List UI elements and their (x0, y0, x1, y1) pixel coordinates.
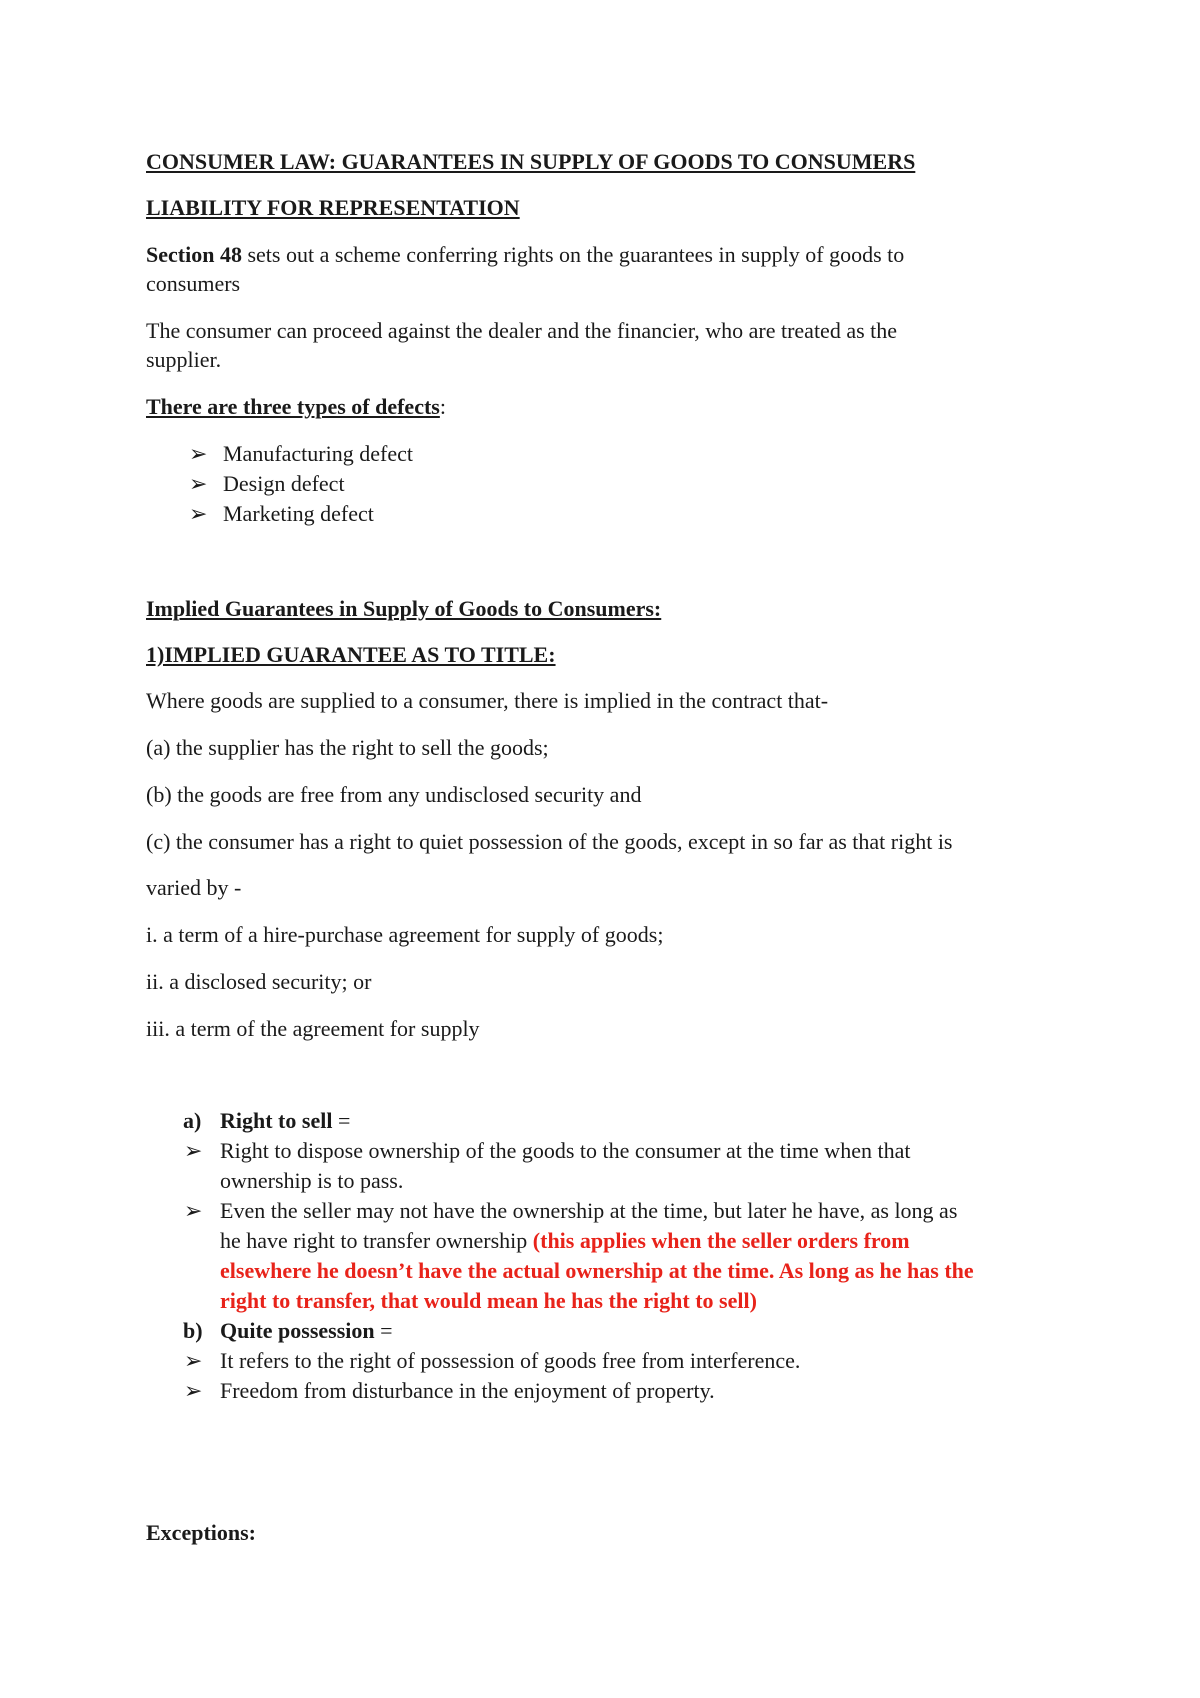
implied-guarantees-heading: Implied Guarantees in Supply of Goods to Consumers: (146, 596, 662, 621)
body-line: i. a term of a hire-purchase agreement for supply of goods; (146, 922, 664, 947)
quite-possession-eq: = (374, 1318, 393, 1343)
section-48-label: Section 48 (146, 242, 242, 267)
body-line: iii. a term of the agreement for supply (146, 1016, 480, 1041)
bullet-text: It refers to the right of possession of goods free from interference. (220, 1348, 801, 1373)
list-item (189, 439, 413, 469)
section-subtitle: LIABILITY FOR REPRESENTATION (146, 195, 520, 220)
consumer-paragraph: The consumer can proceed against the dealer and the financier, who are treated as the (146, 318, 898, 343)
bullet-text-cont (220, 1226, 910, 1256)
bullet-text: Freedom from disturbance in the enjoyment of property. (220, 1378, 715, 1403)
red-note-cont: right to transfer, that would mean he has the right to sell) (220, 1288, 757, 1313)
arrow-bullet-icon: ➢ (184, 1348, 203, 1373)
quite-possession-label: Quite possession (220, 1318, 375, 1343)
arrow-bullet-icon: ➢ (189, 471, 208, 496)
body-line: (a) the supplier has the right to sell the goods; (146, 735, 549, 760)
list-item (189, 499, 374, 529)
list-marker: b) (183, 1318, 203, 1343)
body-line: varied by - (146, 875, 242, 900)
red-note: (this applies when the seller orders from (532, 1228, 910, 1253)
defects-heading-text: There are three types of defects (146, 394, 440, 419)
list-item (184, 1196, 957, 1226)
bullet-text-cont: ownership is to pass. (220, 1168, 404, 1193)
arrow-bullet-icon: ➢ (189, 501, 208, 526)
defects-heading-colon: : (439, 394, 446, 419)
section-48-paragraph (146, 240, 904, 270)
arrow-bullet-icon: ➢ (184, 1138, 203, 1163)
body-line: (b) the goods are free from any undisclosed security and (146, 782, 642, 807)
bullet-text: Even the seller may not have the ownership at the time, but later he have, as long as (220, 1198, 958, 1223)
red-note-cont: elsewhere he doesn’t have the actual ownership at the time. As long as he has the (220, 1258, 974, 1283)
defect-marketing: Marketing defect (223, 501, 374, 526)
section-48-text: sets out a scheme conferring rights on the guarantees in supply of goods to (241, 242, 905, 267)
list-item (184, 1136, 910, 1166)
document-title: CONSUMER LAW: GUARANTEES IN SUPPLY OF GOODS TO CONSUMERS (146, 149, 916, 174)
defect-manufacturing: Manufacturing defect (223, 441, 413, 466)
list-item (184, 1376, 715, 1406)
body-line: ii. a disclosed security; or (146, 969, 372, 994)
quite-possession-heading (183, 1316, 393, 1346)
consumer-paragraph-cont: supplier. (146, 347, 222, 372)
arrow-bullet-icon: ➢ (184, 1198, 203, 1223)
body-line: (c) the consumer has a right to quiet possession of the goods, except in so far as that right is (146, 829, 953, 854)
arrow-bullet-icon: ➢ (189, 441, 208, 466)
title-guarantee-heading: 1)IMPLIED GUARANTEE AS TO TITLE: (146, 642, 556, 667)
list-item (189, 469, 345, 499)
bullet-text: Right to dispose ownership of the goods to the consumer at the time when that (220, 1138, 911, 1163)
right-to-sell-eq: = (332, 1108, 351, 1133)
body-line: Where goods are supplied to a consumer, there is implied in the contract that- (146, 688, 829, 713)
bullet-text-plain: he have right to transfer ownership (220, 1228, 533, 1253)
defect-design: Design defect (223, 471, 345, 496)
exceptions-heading: Exceptions: (146, 1520, 256, 1545)
right-to-sell-heading (183, 1106, 350, 1136)
right-to-sell-label: Right to sell (220, 1108, 333, 1133)
list-item (184, 1346, 800, 1376)
list-marker: a) (183, 1108, 202, 1133)
section-48-text-cont: consumers (146, 271, 241, 296)
defects-heading (146, 392, 446, 422)
arrow-bullet-icon: ➢ (184, 1378, 203, 1403)
